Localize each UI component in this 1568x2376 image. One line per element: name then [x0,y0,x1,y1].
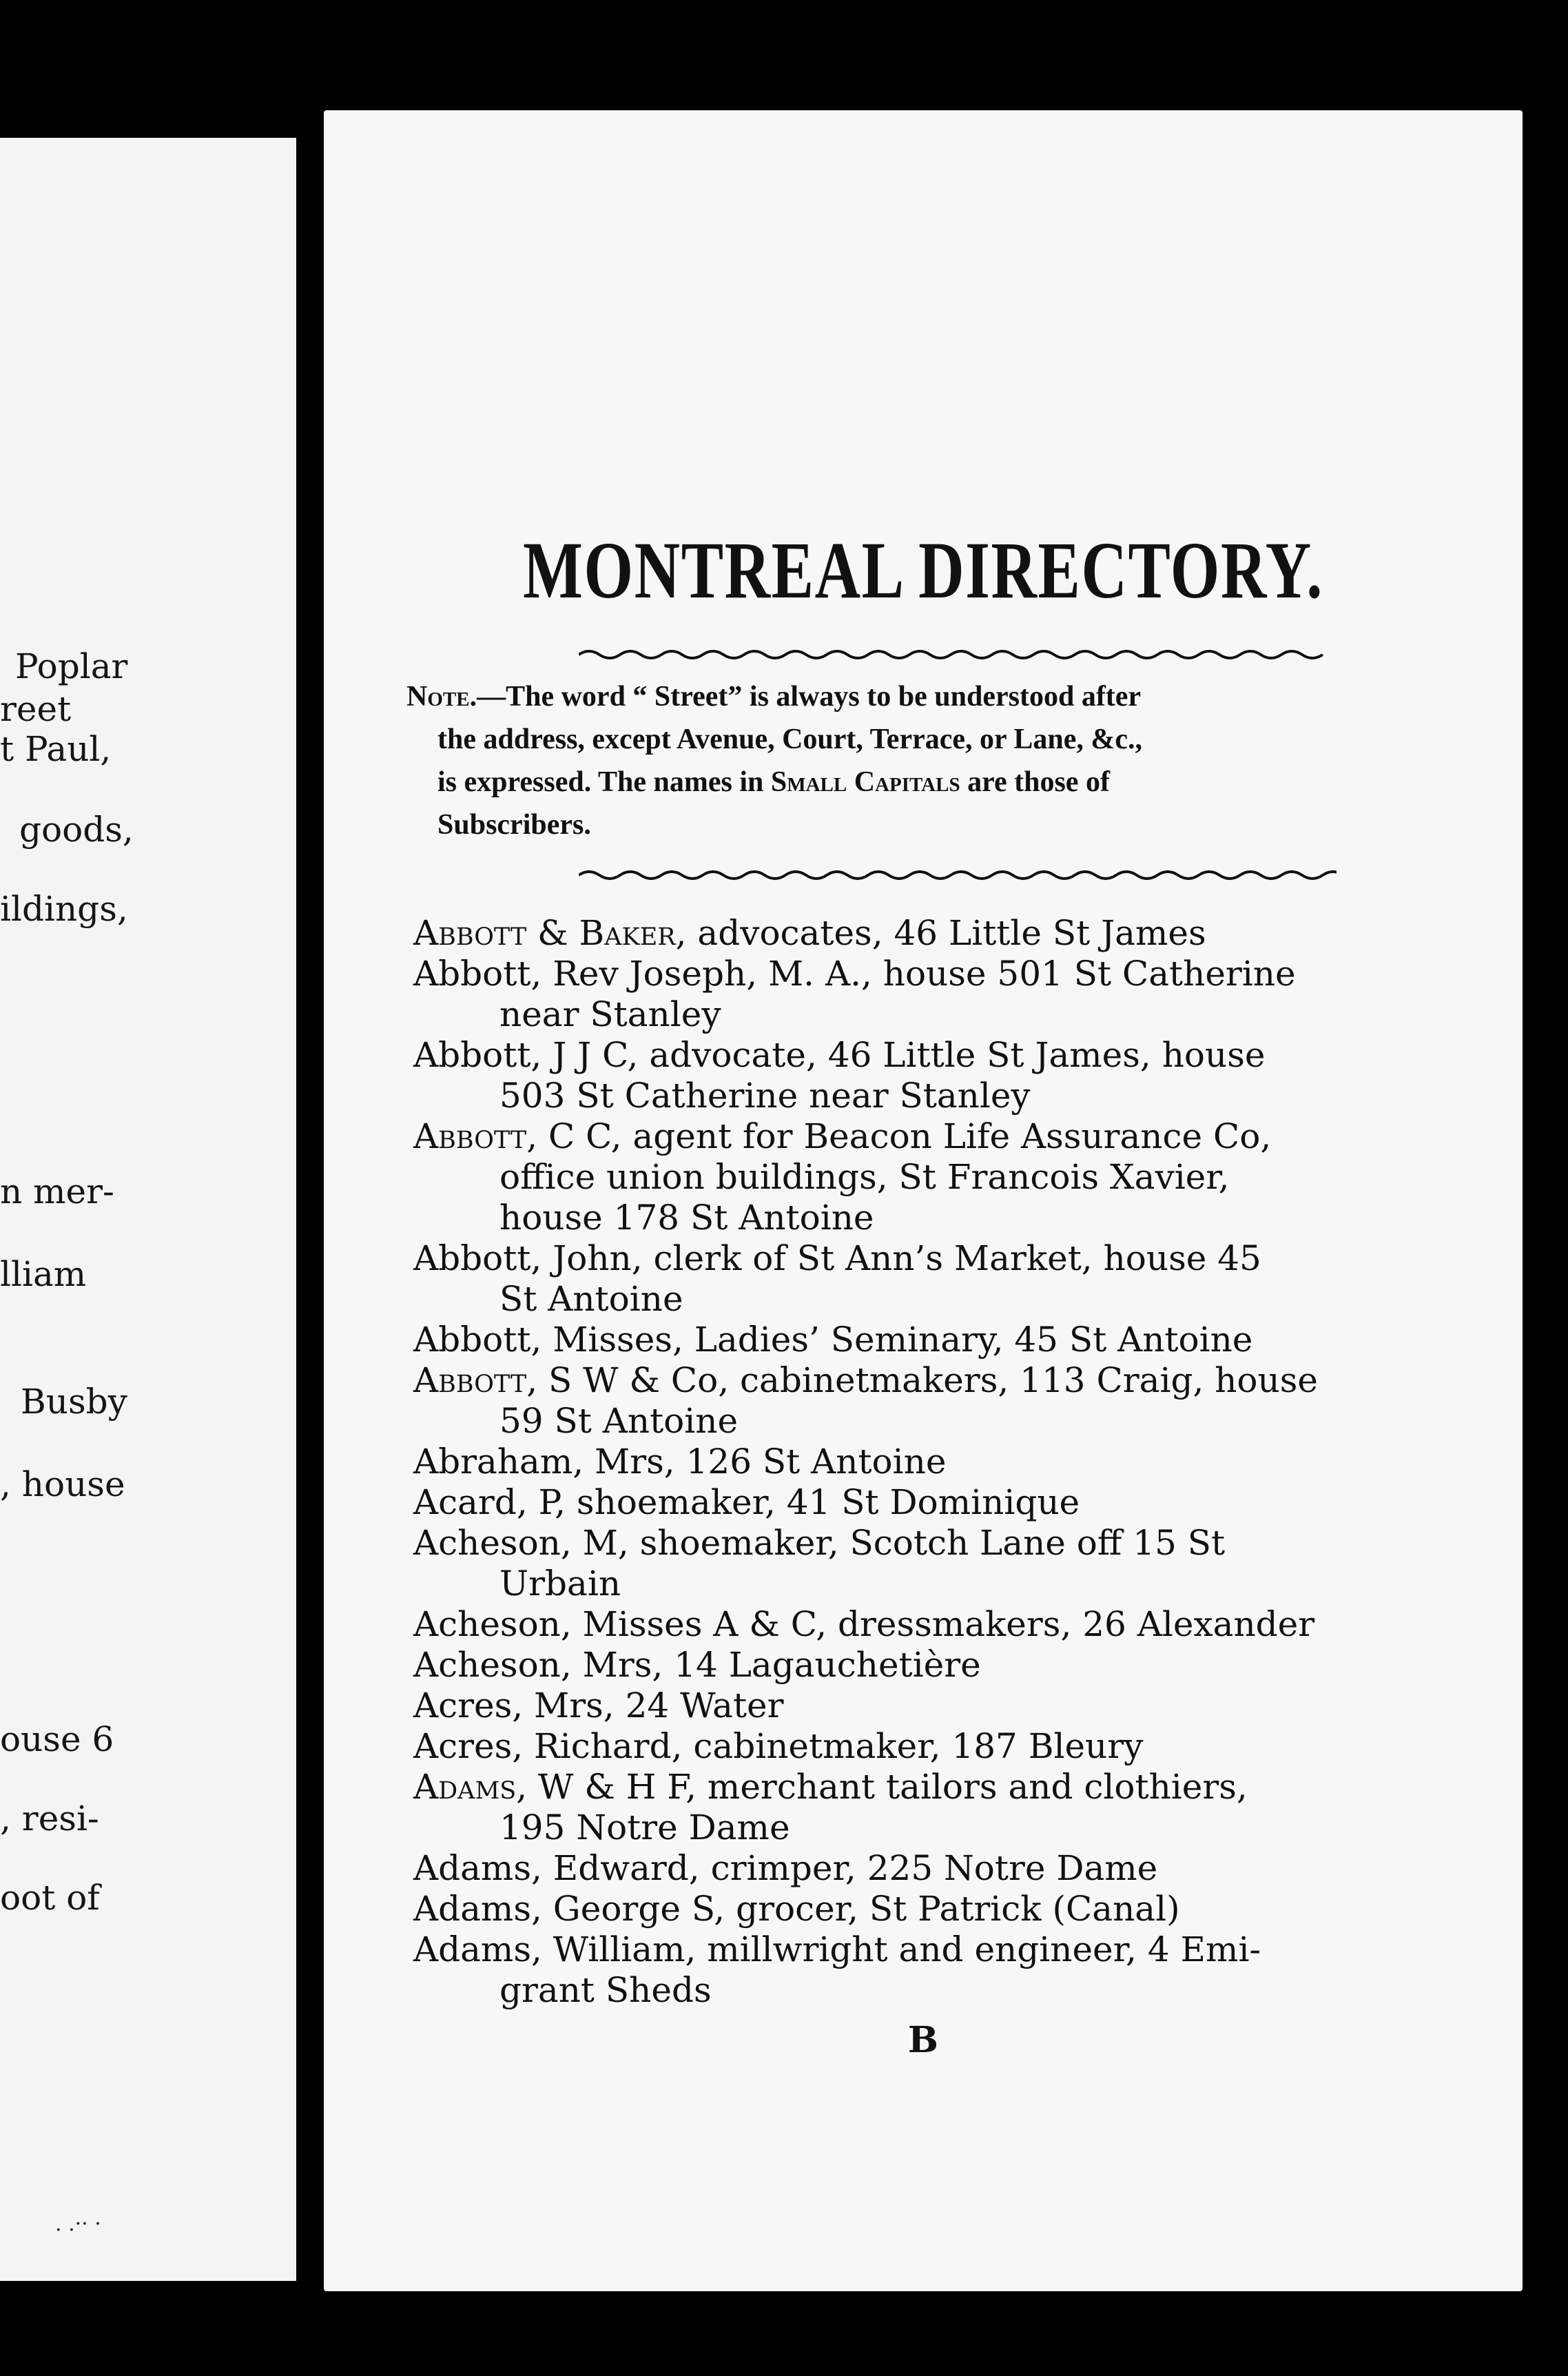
entry-name: Abbott [413,1360,527,1400]
directory-entry [413,1889,1488,1929]
page-title: MONTREAL DIRECTORY. [523,525,1323,615]
entry-name: Acheson [413,1645,561,1685]
entry-text: , John, clerk of St Ann’s Market, house 45 [530,1238,1261,1278]
entry-name: Adams [413,1767,517,1807]
note-line: is expressed. The names in [437,766,771,798]
directory-entry [413,1767,1488,1807]
entry-text: , Rev Joseph, M. A., house 501 St Catherine [530,954,1296,994]
directory-entry [413,1035,1488,1076]
directory-entry [413,1929,1488,1970]
left-fragment: , resi- [0,1799,99,1839]
directory-entry [413,1442,1488,1482]
note-line: the address, except Avenue, Court, Terrace, or Lane, &c., [437,724,1143,755]
entry-name: Acheson [413,1604,561,1644]
entry-text: , Misses, Ladies’ Seminary, 45 St Antoine [530,1320,1253,1360]
entry-text: , W & H F, merchant tailors and clothiers, [516,1767,1248,1807]
entry-continuation: 503 St Catherine near Stanley [499,1076,1031,1116]
entry-text: , Mrs, 24 Water [512,1686,784,1725]
entry-text: , Misses A & C, dressmakers, 26 Alexander [560,1604,1315,1644]
note-small-caps: Small Capitals [770,766,960,798]
entry-name: Adams [413,1929,531,1969]
entry-name: Adams [413,1889,531,1929]
left-fragment: , house [0,1464,125,1504]
directory-entry [413,1645,1488,1686]
note-paragraph [406,675,1440,846]
ornament-rule-top [579,644,1337,665]
directory-entries [413,913,1488,2011]
left-fragment: n mer- [0,1171,114,1211]
directory-entry [413,954,1488,994]
entry-continuation: grant Sheds [499,1970,712,2010]
entry-name: Acard [413,1482,517,1522]
left-fragment: goods, [19,810,134,850]
entry-continuation: St Antoine [499,1279,683,1319]
note-label: Note. [406,681,477,713]
directory-entry [413,1360,1488,1401]
entry-text: , advocates, 46 Little St James [675,913,1206,953]
entry-text: , Mrs, 126 St Antoine [572,1442,947,1482]
left-fragment: Busby [21,1382,127,1422]
left-fragment: Poplar [15,646,128,686]
left-fragment: ildings, [0,889,128,929]
entry-text: , M, shoemaker, Scotch Lane off 15 St [560,1523,1226,1563]
directory-entry [413,1116,1488,1157]
signature-mark: B [908,2019,938,2061]
entry-name: Abbott [413,1116,527,1156]
entry-continuation: house 178 St Antoine [499,1198,874,1238]
entry-text: , Richard, cabinetmaker, 187 Bleury [512,1726,1144,1766]
entry-text: , Mrs, 14 Lagauchetière [560,1645,981,1685]
note-line: are those of [960,766,1110,798]
entry-continuation: office union buildings, St Francois Xavier, [499,1157,1230,1197]
entry-name: Adams [413,1848,531,1888]
entry-name: Abraham [413,1442,573,1482]
entry-name: Abbott [413,1320,531,1360]
directory-entry [413,1604,1488,1645]
entry-continuation: Urbain [499,1564,621,1604]
entry-name: Abbott [413,1238,531,1278]
entry-name: Abbott [413,1035,531,1075]
entry-name: Abbott & Baker [413,913,676,953]
ornament-rule-bottom [579,865,1337,885]
directory-entry [413,1848,1488,1889]
entry-name: Acres [413,1686,513,1725]
entry-name: Acres [413,1726,513,1766]
specks: . .·· · [55,2212,101,2236]
entry-continuation: 59 St Antoine [499,1401,739,1441]
entry-text: , William, millwright and engineer, 4 Emi- [531,1929,1261,1969]
note-line: Subscribers. [437,809,591,841]
left-fragment: oot of [0,1878,100,1918]
entry-continuation: near Stanley [499,994,721,1034]
entry-text: , Edward, crimper, 225 Notre Dame [531,1848,1158,1888]
directory-entry [413,1686,1488,1726]
entry-text: , C C, agent for Beacon Life Assurance Co, [526,1116,1272,1156]
directory-entry [413,1238,1488,1279]
gutter [296,131,324,2295]
directory-entry [413,1523,1488,1564]
left-fragment: t Paul, [0,729,112,769]
entry-text: , George S, grocer, St Patrick (Canal) [531,1889,1180,1929]
directory-entry [413,1320,1488,1360]
entry-text: , J J C, advocate, 46 Little St James, house [530,1035,1266,1075]
right-page [324,110,1523,2291]
left-fragment: reet [0,689,72,729]
entry-text: , P, shoemaker, 41 St Dominique [516,1482,1080,1522]
directory-entry [413,1726,1488,1767]
entry-name: Abbott [413,954,531,994]
entry-name: Acheson [413,1523,561,1563]
entry-continuation: 195 Notre Dame [499,1807,790,1847]
left-page [0,138,296,2281]
left-fragment: ouse 6 [0,1719,114,1759]
left-fragment: lliam [0,1254,87,1294]
directory-entry [413,913,1488,954]
directory-entry [413,1482,1488,1523]
note-line: —The word “ Street” is always to be understood after [477,681,1142,713]
entry-text: , S W & Co, cabinetmakers, 113 Craig, house [526,1360,1318,1400]
